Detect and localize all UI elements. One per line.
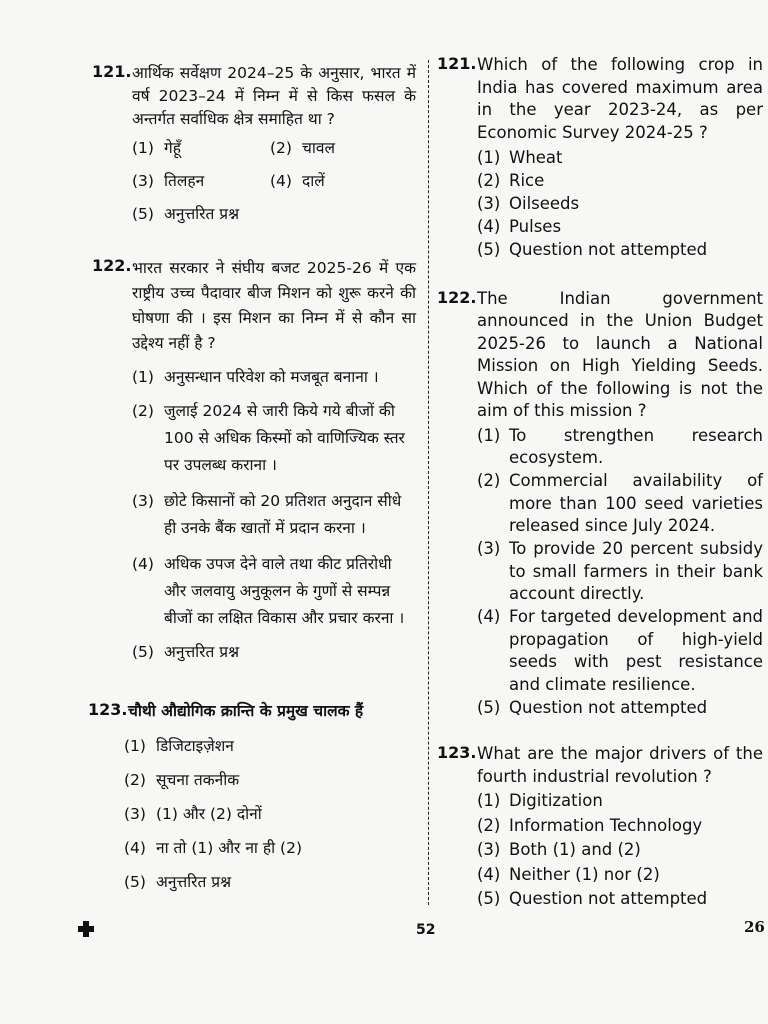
option-text: Pulses	[509, 217, 562, 236]
page-number: 52	[416, 922, 436, 938]
option-2	[270, 137, 410, 160]
option-text: दालें	[302, 172, 325, 190]
option-2	[477, 470, 763, 538]
question-number: 122.	[92, 256, 132, 275]
option-3	[477, 538, 763, 606]
option-4	[132, 551, 416, 632]
option-number: (1)	[477, 425, 501, 445]
option-2	[132, 398, 416, 479]
option-text: छोटे किसानों को 20 प्रतिशत अनुदान सीधे ही उनके बैंक खातों में प्रदान करना ।	[164, 492, 402, 537]
option-text: जुलाई 2024 से जारी किये गये बीजों की 100 से अधिक किस्मों को वाणिज्यिक स्तर पर उपलब्ध कराना ।	[164, 402, 405, 474]
options-list	[477, 790, 763, 911]
question-123-english	[437, 743, 763, 911]
option-number: (4)	[132, 555, 154, 573]
option-2	[477, 815, 763, 838]
option-text: Question not attempted	[509, 240, 708, 259]
question-text: चौथी औद्योगिक क्रान्ति के प्रमुख चालक हैं	[128, 702, 364, 720]
options-list	[132, 366, 416, 664]
question-text: The Indian government announced in the Union Budget 2025-26 to launch a National Mission on High Yielding Seeds. Which of the following is not the aim of this mission ?	[477, 288, 763, 420]
option-text: Commercial availability of more than 100 seed varieties released since July 2024.	[509, 471, 763, 535]
option-number: (3)	[132, 172, 154, 190]
option-3	[477, 193, 763, 216]
option-1	[124, 735, 416, 758]
question-number: 123.	[88, 700, 128, 719]
option-text: अनुत्तरित प्रश्न	[164, 643, 240, 661]
question-text: भारत सरकार ने संघीय बजट 2025-26 में एक राष्ट्रीय उच्च पैदावार बीज मिशन को शुरू करने की घोषणा की । इस मिशन का निम्न में से कौन सा उद्देश्य नहीं है ?	[132, 259, 416, 352]
question-122-hindi	[92, 256, 416, 664]
option-text: (1) और (2) दोनों	[156, 805, 262, 823]
option-5	[132, 641, 416, 664]
question-number: 121.	[92, 62, 132, 81]
option-5	[477, 888, 763, 911]
option-4	[477, 606, 763, 696]
option-text: Question not attempted	[509, 889, 708, 908]
option-1	[477, 147, 763, 170]
column-divider	[428, 60, 429, 905]
option-text: For targeted development and propagation of high-yield seeds with pest resistance and climate resilience.	[509, 607, 763, 694]
option-text: सूचना तकनीक	[156, 771, 240, 789]
option-number: (4)	[270, 172, 292, 190]
options-grid	[132, 137, 416, 193]
hindi-column	[88, 62, 416, 898]
question-text: Which of the following crop in India has covered maximum area in the year 2023-24, as per Economic Survey 2024-25 ?	[477, 55, 763, 142]
option-1	[477, 790, 763, 813]
question-121-hindi	[92, 62, 416, 226]
option-text: गेहूँ	[164, 139, 181, 157]
option-4	[477, 216, 763, 239]
option-4	[124, 837, 416, 860]
options-list	[477, 147, 763, 262]
option-number: (5)	[477, 697, 501, 717]
option-text: अनुसन्धान परिवेश को मजबूत बनाना ।	[164, 368, 379, 386]
option-text: चावल	[302, 139, 335, 157]
option-text: Wheat	[509, 148, 563, 167]
option-text: अनुत्तरित प्रश्न	[164, 205, 240, 223]
option-text: ना तो (1) और ना ही (2)	[156, 839, 302, 857]
option-text: Oilseeds	[509, 194, 580, 213]
option-number: (5)	[132, 205, 154, 223]
option-3	[124, 803, 416, 826]
option-text: डिजिटाइज़ेशन	[156, 737, 234, 755]
option-2	[477, 170, 763, 193]
option-number: (2)	[477, 171, 501, 190]
option-number: (5)	[477, 889, 501, 908]
option-number: (1)	[132, 139, 154, 157]
option-number: (1)	[132, 368, 154, 386]
option-5	[132, 203, 416, 226]
option-number: (2)	[477, 471, 501, 490]
option-text: Information Technology	[509, 815, 703, 835]
option-text: Both (1) and (2)	[509, 840, 641, 859]
option-number: (1)	[477, 148, 501, 167]
question-number: 123.	[437, 743, 477, 762]
option-text: To provide 20 percent subsidy to small farmers in their bank account directly.	[509, 539, 763, 603]
options-list	[132, 203, 416, 226]
option-text: Rice	[509, 171, 545, 190]
option-3	[132, 170, 270, 193]
option-2	[124, 769, 416, 792]
option-number: (3)	[132, 492, 154, 510]
question-121-english	[437, 54, 763, 262]
option-5	[477, 239, 763, 262]
question-122-english	[437, 288, 763, 720]
option-1	[132, 366, 416, 389]
question-123-hindi	[88, 700, 416, 894]
option-number: (4)	[477, 864, 501, 884]
option-number: (5)	[477, 240, 501, 259]
question-text: What are the major drivers of the fourth industrial revolution ?	[477, 744, 763, 786]
option-text: Digitization	[509, 791, 603, 810]
option-1	[477, 425, 763, 470]
option-number: (4)	[124, 839, 146, 857]
question-number: 121.	[437, 54, 477, 73]
option-text: Neither (1) nor (2)	[509, 864, 660, 884]
option-4	[477, 864, 763, 887]
option-4	[270, 170, 410, 193]
option-number: (3)	[124, 805, 146, 823]
option-number: (5)	[132, 643, 154, 661]
option-text: अनुत्तरित प्रश्न	[156, 873, 232, 891]
english-column	[437, 54, 763, 911]
option-5	[477, 697, 763, 720]
question-text: आर्थिक सर्वेक्षण 2024–25 के अनुसार, भारत में वर्ष 2023–24 में निम्न में से किस फसल के अन्तर्गत सर्वाधिक क्षेत्र समाहित था ?	[132, 64, 416, 128]
page-code: 26	[744, 918, 765, 936]
options-list	[124, 735, 416, 894]
option-3	[477, 839, 763, 862]
option-number: (1)	[124, 737, 146, 755]
options-list	[477, 425, 763, 720]
option-text: तिलहन	[164, 172, 205, 190]
option-number: (5)	[124, 873, 146, 891]
option-text: अधिक उपज देने वाले तथा कीट प्रतिरोधी और जलवायु अनुकूलन के गुणों से सम्पन्न बीजों का लक्षित विकास और प्रचार करना ।	[164, 555, 405, 627]
option-number: (2)	[124, 771, 146, 789]
option-1	[132, 137, 270, 160]
option-5	[124, 871, 416, 894]
option-number: (1)	[477, 791, 501, 810]
option-number: (3)	[477, 840, 501, 859]
option-number: (2)	[477, 815, 501, 835]
option-text: To strengthen research ecosystem.	[509, 425, 763, 467]
option-number: (3)	[477, 539, 501, 558]
option-number: (4)	[477, 607, 501, 626]
option-number: (3)	[477, 194, 501, 213]
option-number: (2)	[132, 402, 154, 420]
option-number: (4)	[477, 217, 501, 236]
question-number: 122.	[437, 287, 477, 307]
option-number: (2)	[270, 139, 292, 157]
option-text: Question not attempted	[509, 697, 708, 717]
registration-cross-icon	[78, 921, 94, 937]
option-3	[132, 488, 416, 542]
